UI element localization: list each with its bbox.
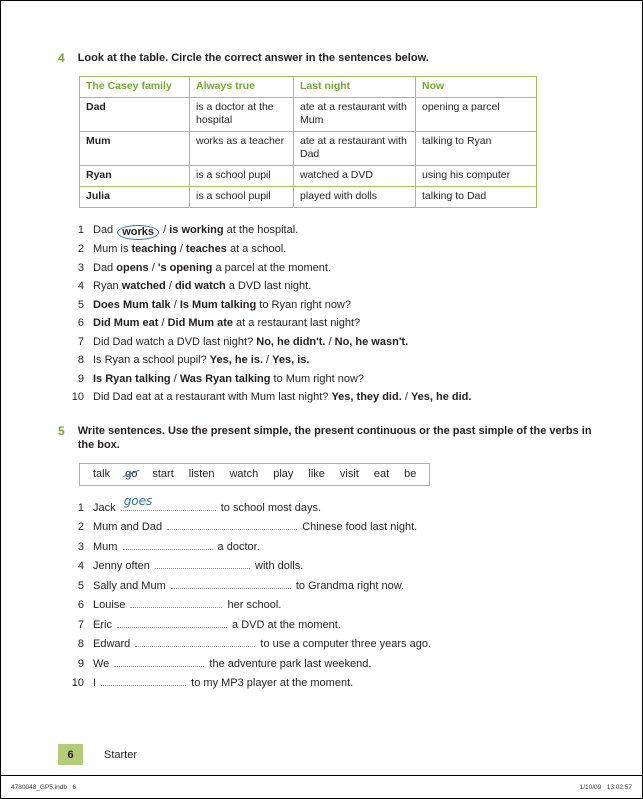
print-info-left: 4780048_GP5.indb 6 — [11, 783, 77, 791]
fill-item — [66, 557, 602, 577]
table-cell: is a school pupil — [190, 166, 294, 187]
item-number: 4 — [77, 280, 84, 292]
word-box-item: start — [152, 467, 174, 480]
table-header-row — [80, 77, 537, 98]
sentence-item — [66, 314, 602, 333]
answer-blank — [121, 494, 216, 511]
table-cell: works as a teacher — [190, 132, 294, 166]
fill-item — [66, 655, 602, 675]
fill-before: Mum — [93, 540, 121, 553]
sentence-text — [93, 296, 351, 315]
sentence-text — [93, 351, 309, 370]
sentence-segment: Is Ryan a school pupil? — [93, 354, 210, 366]
table-row-label: Dad — [80, 98, 190, 132]
word-box-item: be — [404, 467, 417, 480]
table-cell: talking to Ryan — [416, 132, 537, 166]
fill-text — [93, 674, 353, 694]
table-row — [80, 98, 537, 132]
sentence-segment: to Mum right now? — [270, 372, 365, 385]
sentence-segment: / — [325, 335, 335, 348]
sentence-segment: Did Mum ate — [167, 317, 233, 329]
fill-before: Sally and Mum — [93, 579, 169, 592]
fill-text — [93, 616, 341, 636]
sentence-item — [66, 351, 602, 370]
sentence-text — [93, 259, 331, 278]
sentence-text — [93, 314, 360, 333]
fill-after: a DVD at the moment. — [229, 618, 341, 631]
sentence-segment: at a restaurant last night? — [232, 317, 361, 329]
item-number: 9 — [77, 657, 84, 670]
answer-blank — [130, 599, 222, 608]
sentence-segment: Was Ryan talking — [179, 372, 271, 385]
fill-after: her school. — [224, 599, 282, 611]
sentence-item — [66, 240, 602, 259]
sentence-segment: / — [176, 243, 186, 255]
fill-text — [93, 518, 417, 538]
sentence-segment: teaching — [131, 243, 177, 255]
fill-item — [66, 538, 602, 558]
table-row — [80, 166, 537, 187]
item-number: 7 — [77, 335, 84, 348]
sentence-item — [66, 221, 602, 240]
sentence-segment: teaches — [185, 243, 227, 255]
page-content — [1, 1, 642, 694]
fill-after: with dolls. — [251, 560, 304, 572]
word-box-item: watch — [229, 467, 259, 480]
table-row — [80, 187, 537, 208]
section-label: Starter — [104, 748, 138, 761]
fill-text — [93, 557, 303, 577]
sentence-segment: Yes, is. — [272, 354, 310, 366]
fill-item — [66, 577, 602, 597]
table-row — [80, 132, 537, 166]
sentence-segment: Yes, he is. — [209, 354, 263, 366]
sentence-text — [93, 221, 298, 240]
sentence-segment: Did Mum eat — [93, 317, 159, 329]
sentence-segment: at the hospital. — [223, 224, 299, 236]
word-box-item: eat — [373, 467, 390, 480]
fill-before: Eric — [93, 618, 115, 631]
fill-before: We — [93, 657, 113, 670]
table-row-label: Ryan — [80, 166, 190, 187]
answer-blank — [114, 658, 204, 667]
fill-item — [66, 494, 602, 519]
answer-blank — [117, 619, 227, 628]
answer-blank — [101, 677, 186, 686]
table-cell: is a doctor at the hospital — [190, 98, 294, 132]
word-box-item: talk — [93, 467, 111, 480]
sentence-item — [66, 277, 602, 296]
exercise-4 — [58, 51, 602, 407]
sentence-segment: a parcel at the moment. — [212, 261, 332, 274]
sentence-segment: Yes, he did. — [410, 391, 472, 403]
sentence-segment: Dad — [93, 224, 117, 236]
word-box-item: visit — [339, 467, 359, 480]
item-number: 5 — [77, 579, 84, 592]
fill-before: Louise — [93, 599, 129, 611]
fill-text — [93, 655, 371, 675]
exercise4-header — [58, 51, 602, 65]
fill-before: Mum and Dad — [93, 521, 166, 533]
sentence-segment: Mum is — [93, 243, 132, 255]
table-row-label: Julia — [80, 187, 190, 208]
item-number: 7 — [77, 618, 84, 631]
table-header-cell: Always true — [190, 77, 294, 98]
print-info-right: 1/10/09 13:02:57 — [579, 783, 632, 791]
table-cell: ate at a restaurant with Mum — [294, 98, 416, 132]
table-header-cell: Last night — [294, 77, 416, 98]
answer-blank — [135, 638, 255, 647]
sentence-item — [66, 259, 602, 278]
fill-after: Chinese food last night. — [299, 521, 418, 533]
sentence-text — [93, 370, 364, 389]
print-info-strip — [1, 775, 642, 798]
answer-blank — [167, 521, 297, 530]
word-box-item: like — [308, 467, 325, 480]
sentence-segment: / — [160, 224, 170, 236]
item-number: 3 — [77, 261, 84, 274]
sentence-item — [66, 388, 602, 407]
item-number: 6 — [77, 317, 84, 329]
sentence-text — [93, 388, 471, 407]
item-number: 4 — [77, 560, 84, 572]
table-cell: is a school pupil — [190, 187, 294, 208]
fill-text — [93, 635, 431, 655]
sentence-item — [66, 370, 602, 389]
fill-text — [93, 596, 281, 616]
fill-after: a doctor. — [214, 540, 260, 553]
answer-blank — [123, 541, 213, 550]
answer-blank — [155, 560, 250, 569]
word-box-item: play — [273, 467, 294, 480]
exercise4-sentences — [66, 221, 602, 407]
sentence-segment: / — [158, 317, 168, 329]
fill-before: Jack — [93, 501, 119, 514]
crossed-out-word: go — [125, 467, 138, 480]
casey-table-head — [80, 77, 537, 98]
sentence-segment: Does Mum talk — [93, 298, 171, 311]
table-cell: opening a parcel — [416, 98, 537, 132]
table-cell: watched a DVD — [294, 166, 416, 187]
fill-after: the adventure park last weekend. — [206, 657, 372, 670]
fill-item — [66, 616, 602, 636]
item-number: 10 — [71, 391, 84, 403]
exercise4-number: 4 — [58, 51, 65, 65]
sentence-text — [93, 333, 408, 352]
sentence-item — [66, 333, 602, 352]
sentence-segment: to Ryan right now? — [256, 298, 351, 311]
word-box — [79, 463, 430, 486]
exercise5-items — [66, 494, 602, 694]
sentence-segment: a DVD last night. — [225, 280, 312, 292]
word-box-item: listen — [188, 467, 215, 480]
table-header-cell: The Casey family — [80, 77, 190, 98]
table-row-label: Mum — [80, 132, 190, 166]
fill-before: I — [93, 677, 100, 689]
table-header-cell: Now — [416, 77, 537, 98]
casey-table-body — [80, 98, 537, 208]
sentence-segment: Is Ryan talking — [93, 372, 171, 385]
handwritten-answer: goes — [123, 494, 153, 508]
sentence-segment: Is Mum talking — [179, 298, 257, 311]
exercise5-header — [58, 424, 602, 452]
sentence-segment: / — [263, 354, 273, 366]
item-number: 10 — [71, 677, 84, 689]
page-footer — [58, 744, 137, 765]
sentence-segment: / — [170, 372, 180, 385]
sentence-text — [93, 277, 311, 296]
sentence-segment: / — [170, 298, 180, 311]
exercise-5 — [58, 424, 602, 694]
sentence-segment: / — [401, 391, 411, 403]
sentence-segment: Ryan — [93, 280, 122, 292]
fill-before: Edward — [93, 638, 134, 650]
sentence-segment: watched — [121, 280, 166, 292]
table-cell: ate at a restaurant with Dad — [294, 132, 416, 166]
casey-family-table — [79, 76, 537, 208]
item-number: 9 — [77, 372, 84, 385]
exercise5-instruction: Write sentences. Use the present simple, the present continuous or the past simple of the verbs in the box. — [77, 424, 592, 451]
fill-text — [93, 577, 404, 597]
sentence-segment: 's opening — [157, 261, 213, 274]
fill-after: to my MP3 player at the moment. — [188, 677, 354, 689]
sentence-segment: at a school. — [226, 243, 287, 255]
sentence-segment: opens — [116, 261, 149, 274]
page-number-box — [58, 744, 83, 765]
sentence-segment: Yes, they did. — [331, 391, 402, 403]
sentence-text — [93, 240, 286, 259]
sentence-segment: / — [148, 261, 158, 274]
fill-item — [66, 596, 602, 616]
item-number: 2 — [77, 521, 84, 533]
sentence-segment: is working — [169, 224, 224, 236]
sentence-segment: Did Dad watch a DVD last night? — [93, 335, 257, 348]
item-number: 6 — [77, 599, 84, 611]
sentence-item — [66, 296, 602, 315]
fill-item — [66, 518, 602, 538]
fill-after: to Grandma right now. — [292, 579, 405, 592]
fill-item — [66, 635, 602, 655]
item-number: 2 — [77, 243, 84, 255]
item-number: 1 — [77, 224, 84, 236]
item-number: 5 — [77, 298, 84, 311]
answer-blank — [171, 580, 291, 589]
table-cell: played with dolls — [294, 187, 416, 208]
table-cell: talking to Dad — [416, 187, 537, 208]
fill-before: Jenny often — [93, 560, 153, 572]
item-number: 3 — [77, 540, 84, 553]
sentence-segment: Dad — [93, 261, 117, 274]
fill-after: to use a computer three years ago. — [257, 638, 432, 650]
sentence-segment: Did Dad eat at a restaurant with Mum last night? — [93, 391, 332, 403]
exercise5-number: 5 — [58, 423, 65, 438]
exercise4-instruction: Look at the table. Circle the correct answer in the sentences below. — [77, 52, 429, 64]
item-number: 8 — [77, 354, 84, 366]
sentence-segment: No, he wasn't. — [334, 335, 409, 348]
fill-text — [93, 538, 260, 558]
sentence-segment: No, he didn't. — [256, 335, 326, 348]
item-number: 1 — [77, 501, 84, 514]
table-cell: using his computer — [416, 166, 537, 187]
fill-text — [93, 494, 322, 519]
fill-item — [66, 674, 602, 694]
sentence-segment: did watch — [174, 280, 226, 292]
fill-after: to school most days. — [217, 501, 322, 514]
sentence-segment: / — [165, 280, 175, 292]
page-number: 6 — [67, 748, 74, 761]
circled-answer: works — [117, 225, 159, 240]
item-number: 8 — [77, 638, 84, 650]
